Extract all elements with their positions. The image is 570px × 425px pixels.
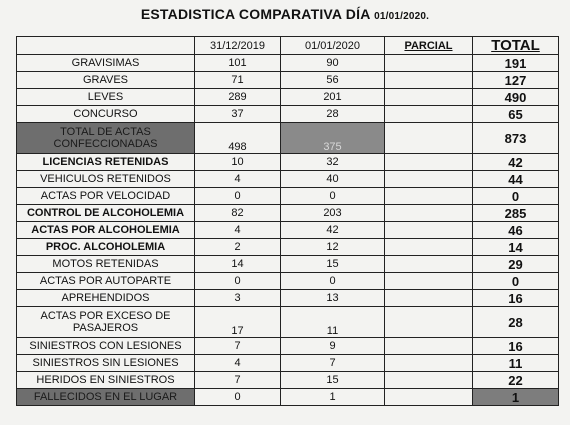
value-total: 16	[473, 290, 559, 307]
value-parcial	[385, 389, 473, 406]
value-2020: 7	[281, 355, 385, 372]
table-row-fallecidos	[17, 389, 559, 406]
value-2019: 7	[195, 372, 281, 389]
row-label: LICENCIAS RETENIDAS	[17, 154, 195, 171]
row-label: ACTAS POR EXCESO DE PASAJEROS	[17, 307, 195, 338]
value-total: 29	[473, 256, 559, 273]
header-row	[17, 37, 559, 55]
value-2020: 9	[281, 338, 385, 355]
value-total: 1	[473, 389, 559, 406]
value-2019: 4	[195, 171, 281, 188]
table-row	[17, 89, 559, 106]
value-total: 490	[473, 89, 559, 106]
value-2020: 15	[281, 372, 385, 389]
value-parcial	[385, 307, 473, 338]
value-2019: 37	[195, 106, 281, 123]
row-label: PROC. ALCOHOLEMIA	[17, 239, 195, 256]
table-row	[17, 171, 559, 188]
row-label: ACTAS POR VELOCIDAD	[17, 188, 195, 205]
value-2020: 203	[281, 205, 385, 222]
value-2020: 0	[281, 273, 385, 290]
value-total: 14	[473, 239, 559, 256]
row-label: VEHICULOS RETENIDOS	[17, 171, 195, 188]
table-row	[17, 188, 559, 205]
value-2020: 201	[281, 89, 385, 106]
header-2020: 01/01/2020	[281, 37, 385, 55]
value-2019: 14	[195, 256, 281, 273]
value-2019: 289	[195, 89, 281, 106]
value-parcial	[385, 290, 473, 307]
value-2019: 0	[195, 389, 281, 406]
value-2020: 13	[281, 290, 385, 307]
value-parcial	[385, 355, 473, 372]
value-parcial	[385, 372, 473, 389]
value-2019: 4	[195, 222, 281, 239]
value-parcial	[385, 106, 473, 123]
value-total: 191	[473, 55, 559, 72]
row-label: GRAVISIMAS	[17, 55, 195, 72]
value-2020: 90	[281, 55, 385, 72]
table-row	[17, 256, 559, 273]
table-row	[17, 355, 559, 372]
value-2020: 1	[281, 389, 385, 406]
value-total: 873	[473, 123, 559, 154]
value-total: 46	[473, 222, 559, 239]
value-total: 65	[473, 106, 559, 123]
value-2020: 12	[281, 239, 385, 256]
value-total: 16	[473, 338, 559, 355]
value-total: 42	[473, 154, 559, 171]
row-label: FALLECIDOS EN EL LUGAR	[17, 389, 195, 406]
value-total: 28	[473, 307, 559, 338]
value-2019: 10	[195, 154, 281, 171]
row-label: ACTAS POR AUTOPARTE	[17, 273, 195, 290]
value-2019: 2	[195, 239, 281, 256]
row-label: HERIDOS EN SINIESTROS	[17, 372, 195, 389]
value-parcial	[385, 123, 473, 154]
table-row	[17, 239, 559, 256]
value-2019: 3	[195, 290, 281, 307]
value-parcial	[385, 188, 473, 205]
value-parcial	[385, 171, 473, 188]
table-row	[17, 222, 559, 239]
value-parcial	[385, 205, 473, 222]
table-row	[17, 55, 559, 72]
row-label: MOTOS RETENIDAS	[17, 256, 195, 273]
value-2020: 0	[281, 188, 385, 205]
value-2019: 0	[195, 188, 281, 205]
table-row	[17, 72, 559, 89]
table-row	[17, 372, 559, 389]
statistics-table	[16, 36, 559, 406]
value-2020: 42	[281, 222, 385, 239]
row-label: GRAVES	[17, 72, 195, 89]
value-2020: 32	[281, 154, 385, 171]
value-2020: 40	[281, 171, 385, 188]
row-label: TOTAL DE ACTAS CONFECCIONADAS	[17, 123, 195, 154]
title-date: 01/01/2020.	[374, 11, 430, 22]
value-parcial	[385, 338, 473, 355]
row-label: LEVES	[17, 89, 195, 106]
value-2020: 56	[281, 72, 385, 89]
row-label: SINIESTROS SIN LESIONES	[17, 355, 195, 372]
table-row	[17, 338, 559, 355]
table-row	[17, 205, 559, 222]
title-text: ESTADISTICA COMPARATIVA DÍA	[140, 6, 370, 22]
value-2019: 82	[195, 205, 281, 222]
table-row	[17, 290, 559, 307]
value-2019: 4	[195, 355, 281, 372]
value-2019: 101	[195, 55, 281, 72]
header-2019: 31/12/2019	[195, 37, 281, 55]
value-2020: 15	[281, 256, 385, 273]
value-parcial	[385, 239, 473, 256]
table-row	[17, 106, 559, 123]
value-parcial	[385, 256, 473, 273]
row-label: SINIESTROS CON LESIONES	[17, 338, 195, 355]
value-total: 0	[473, 273, 559, 290]
header-total: TOTAL	[473, 37, 559, 55]
value-2019: 7	[195, 338, 281, 355]
header-empty	[17, 37, 195, 55]
value-total: 0	[473, 188, 559, 205]
value-2019: 71	[195, 72, 281, 89]
value-total: 11	[473, 355, 559, 372]
table-row	[17, 307, 559, 338]
value-total: 285	[473, 205, 559, 222]
row-label: CONCURSO	[17, 106, 195, 123]
row-label: APREHENDIDOS	[17, 290, 195, 307]
value-parcial	[385, 55, 473, 72]
value-total: 127	[473, 72, 559, 89]
table-row	[17, 154, 559, 171]
page-title	[0, 6, 570, 22]
value-total: 22	[473, 372, 559, 389]
value-parcial	[385, 222, 473, 239]
table-row-total-actas	[17, 123, 559, 154]
value-2019: 0	[195, 273, 281, 290]
row-label: CONTROL DE ALCOHOLEMIA	[17, 205, 195, 222]
value-parcial	[385, 72, 473, 89]
row-label: ACTAS POR ALCOHOLEMIA	[17, 222, 195, 239]
header-parcial: PARCIAL	[385, 37, 473, 55]
table-row	[17, 273, 559, 290]
value-parcial	[385, 154, 473, 171]
value-2019: 17	[195, 307, 281, 338]
value-2020: 11	[281, 307, 385, 338]
value-total: 44	[473, 171, 559, 188]
value-parcial	[385, 273, 473, 290]
value-2019: 498	[195, 123, 281, 154]
value-parcial	[385, 89, 473, 106]
value-2020: 28	[281, 106, 385, 123]
value-2020: 375	[281, 123, 385, 154]
